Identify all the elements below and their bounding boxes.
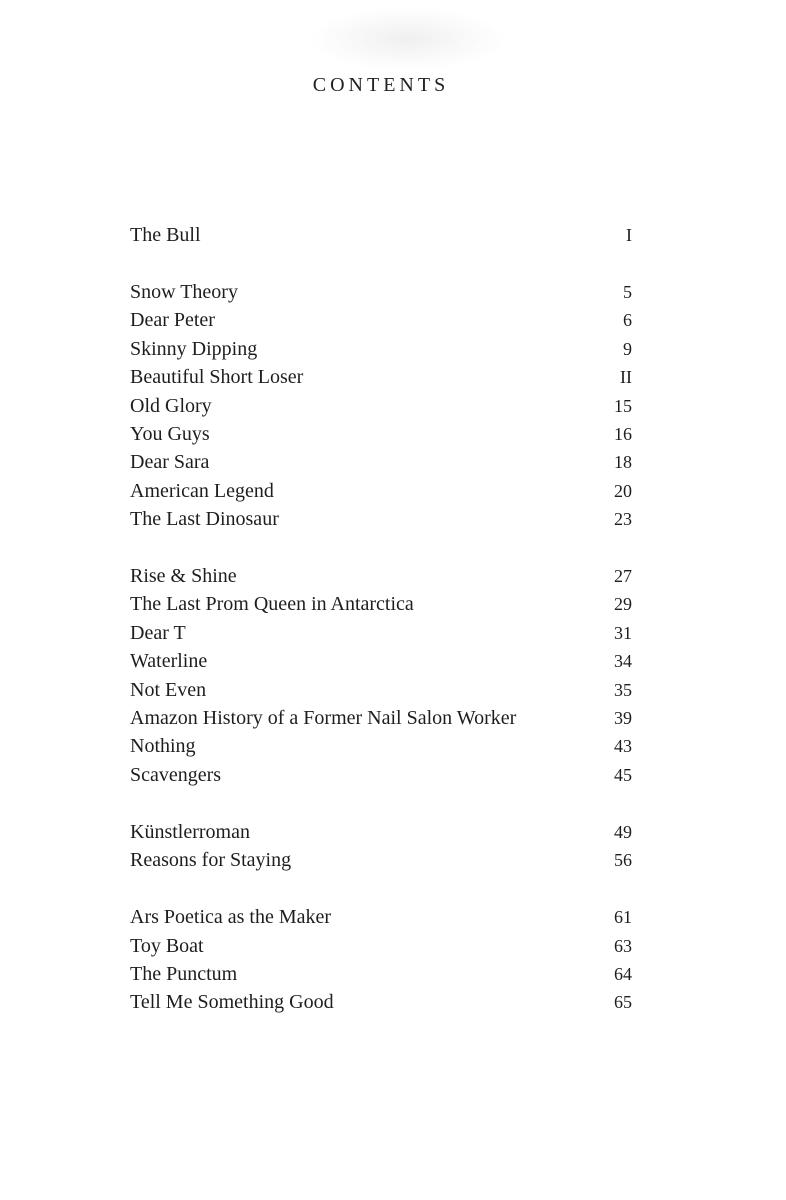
toc-entry xyxy=(130,676,632,704)
toc-entry-title: The Bull xyxy=(130,224,201,246)
toc-entry xyxy=(130,335,632,363)
toc-entry-title: Amazon History of a Former Nail Salon Worker xyxy=(130,707,517,730)
toc-entry-page-number: 20 xyxy=(614,480,632,501)
toc-entry-title: The Last Dinosaur xyxy=(130,508,279,531)
toc-section xyxy=(130,562,632,789)
toc-entry xyxy=(130,590,632,618)
toc-entry xyxy=(130,221,632,249)
toc-entry xyxy=(130,392,632,420)
toc-entry-title: Dear Sara xyxy=(130,451,210,474)
toc-entry xyxy=(130,420,632,448)
toc-entry-title: Scavengers xyxy=(130,763,222,786)
toc-entry-page-number: 9 xyxy=(623,338,632,359)
toc-entry xyxy=(130,704,632,732)
toc-entry xyxy=(130,619,632,647)
toc-entry-title: Tell Me Something Good xyxy=(130,991,334,1014)
toc-entry-title: Beautiful Short Loser xyxy=(130,366,304,389)
toc-entry-title: Skinny Dipping xyxy=(130,337,258,360)
toc-entry-page-number: 49 xyxy=(614,821,632,842)
toc-entry xyxy=(130,960,632,988)
toc-entry-page-number: II xyxy=(620,367,632,388)
table-of-contents xyxy=(130,221,632,1045)
toc-entry-page-number: 23 xyxy=(614,509,632,530)
toc-entry-page-number: 63 xyxy=(614,935,632,956)
toc-entry xyxy=(130,278,632,306)
toc-entry-page-number: 35 xyxy=(614,679,632,700)
toc-entry-page-number: 56 xyxy=(614,850,632,871)
toc-entry-title: Nothing xyxy=(130,735,196,758)
toc-entry-page-number: 34 xyxy=(614,651,632,672)
toc-entry-title: You Guys xyxy=(130,422,210,445)
toc-entry-title: Waterline xyxy=(130,650,208,673)
toc-entry-page-number: I xyxy=(626,225,632,245)
toc-entry xyxy=(130,903,632,931)
toc-entry-page-number: 61 xyxy=(614,907,632,928)
toc-entry xyxy=(130,477,632,505)
toc-entry-page-number: 45 xyxy=(614,764,632,785)
toc-entry-title: Snow Theory xyxy=(130,280,238,303)
toc-entry-title: Reasons for Staying xyxy=(130,849,292,872)
toc-entry-page-number: 15 xyxy=(614,395,632,416)
toc-entry-title: The Last Prom Queen in Antarctica xyxy=(130,593,414,616)
toc-entry-title: Not Even xyxy=(130,678,207,701)
toc-entry-title: Ars Poetica as the Maker xyxy=(130,906,332,929)
toc-entry-page-number: 65 xyxy=(614,992,632,1013)
toc-entry xyxy=(130,306,632,334)
toc-section xyxy=(130,818,632,875)
toc-entry xyxy=(130,732,632,760)
toc-entry xyxy=(130,846,632,874)
toc-entry xyxy=(130,562,632,590)
toc-entry-page-number: 5 xyxy=(623,281,632,302)
toc-entry xyxy=(130,932,632,960)
toc-entry-page-number: 29 xyxy=(614,594,632,615)
toc-entry-title: Old Glory xyxy=(130,394,212,417)
toc-entry-page-number: 39 xyxy=(614,708,632,729)
toc-entry-page-number: 18 xyxy=(614,452,632,473)
toc-entry-page-number: 16 xyxy=(614,423,632,444)
toc-entry-page-number: 64 xyxy=(614,963,632,984)
toc-entry xyxy=(130,988,632,1016)
toc-entry-title: Dear T xyxy=(130,621,186,644)
toc-entry xyxy=(130,448,632,476)
toc-entry xyxy=(130,761,632,789)
toc-section xyxy=(130,278,632,534)
toc-section xyxy=(130,903,632,1017)
toc-entry-page-number: 27 xyxy=(614,566,632,587)
toc-entry-title: Dear Peter xyxy=(130,309,215,332)
toc-entry-page-number: 31 xyxy=(614,622,632,643)
toc-entry-title: Künstlerroman xyxy=(130,820,250,843)
toc-entry xyxy=(130,647,632,675)
scan-smudge xyxy=(312,8,502,70)
toc-entry-title: Rise & Shine xyxy=(130,565,237,588)
toc-entry xyxy=(130,505,632,533)
toc-entry-title: The Punctum xyxy=(130,962,238,985)
toc-entry-title: American Legend xyxy=(130,479,274,502)
toc-entry-title: Toy Boat xyxy=(130,934,204,957)
toc-entry-page-number: 43 xyxy=(614,736,632,757)
toc-entry xyxy=(130,818,632,846)
toc-section xyxy=(130,221,632,249)
page-title: CONTENTS xyxy=(312,74,450,96)
toc-entry xyxy=(130,363,632,391)
toc-entry-page-number: 6 xyxy=(623,310,632,331)
